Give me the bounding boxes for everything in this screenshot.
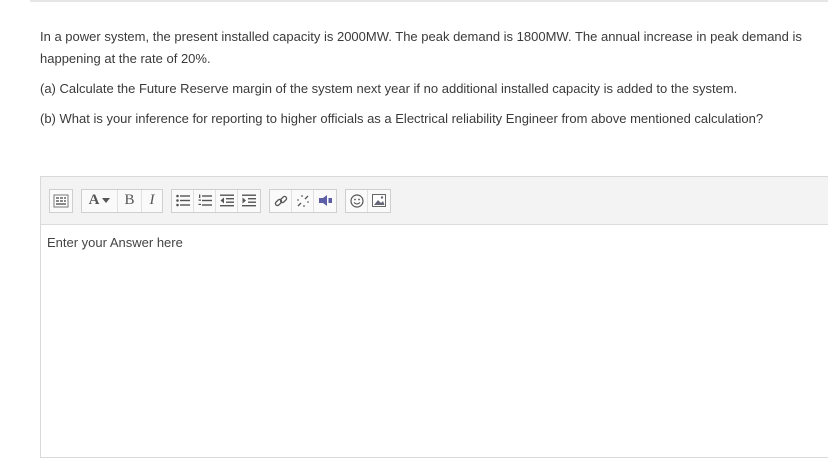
media-button[interactable]: [314, 190, 336, 212]
link-icon: [274, 194, 288, 208]
emoji-icon: [350, 194, 364, 208]
bold-button[interactable]: [118, 190, 142, 212]
italic-button[interactable]: [142, 190, 162, 212]
toolbar-group-lists: [171, 189, 261, 213]
font-color-button[interactable]: [82, 190, 118, 212]
top-divider: [30, 0, 828, 2]
toolbar-group-format: [81, 189, 163, 213]
media-icon: [318, 194, 333, 207]
ordered-list-button[interactable]: [194, 190, 216, 212]
question-text: [40, 26, 820, 138]
answer-editor: [40, 176, 828, 458]
unordered-list-button[interactable]: [172, 190, 194, 212]
ordered-list-icon: [198, 194, 212, 207]
toolbar-group-links: [269, 189, 337, 213]
question-part-b: (b) What is your inference for reporting to higher officials as a Electrical reliability Engineer from above mentioned calculation?: [40, 111, 764, 126]
outdent-icon: [220, 194, 234, 207]
indent-button[interactable]: [238, 190, 260, 212]
image-button[interactable]: [368, 190, 390, 212]
toggle-toolbar-icon: [53, 194, 69, 208]
link-button[interactable]: [270, 190, 292, 212]
emoji-button[interactable]: [346, 190, 368, 212]
chevron-down-icon: [102, 198, 110, 204]
unlink-button[interactable]: [292, 190, 314, 212]
unordered-list-icon: [176, 194, 190, 207]
toolbar-group-toggle: [49, 189, 73, 213]
indent-icon: [242, 194, 256, 207]
bold-icon: B: [124, 192, 135, 208]
outdent-button[interactable]: [216, 190, 238, 212]
answer-input[interactable]: Enter your Answer here: [47, 235, 183, 250]
question-part-a: (a) Calculate the Future Reserve margin of the system next year if no additional installed capacity is added to the system.: [40, 81, 738, 96]
question-statement: In a power system, the present installed capacity is 2000MW. The peak demand is 1800MW. The annual increase in peak demand is happening at the rate of 20%.: [40, 29, 802, 66]
editor-toolbar: [41, 177, 828, 225]
toolbar-group-insert: [345, 189, 391, 213]
italic-icon: I: [149, 192, 155, 208]
toggle-toolbar-button[interactable]: [50, 190, 72, 212]
font-color-icon: A: [88, 192, 100, 208]
image-icon: [372, 194, 386, 207]
unlink-icon: [296, 194, 310, 208]
